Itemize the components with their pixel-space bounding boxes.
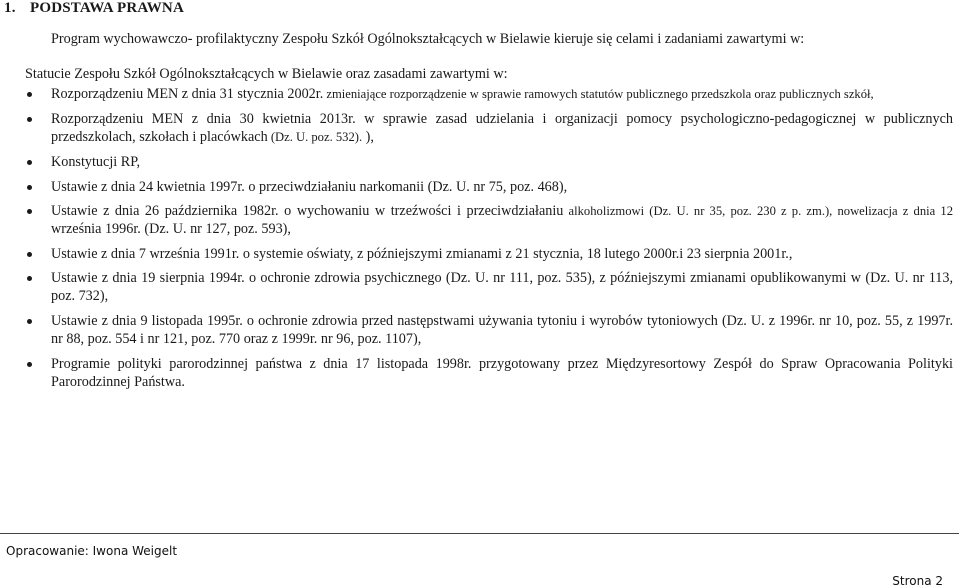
item-text: Ustawie z dnia 7 września 1991r. o systemie oświaty, z późniejszymi zmianami z 21 stycznia, 18 lutego 2000r.i 23 sierpnia 2001r., — [51, 246, 793, 262]
legal-basis-list — [0, 85, 959, 391]
item-text: Rozporządzeniu MEN z dnia 30 kwietnia 2013r. w sprawie zasad udzielania i organizacji pomocy psychologiczno-pedagogicznej w publicznych przedszkolach, szkołach i placówkach — [51, 111, 953, 145]
lead-paragraph: Statucie Zespołu Szkół Ogólnokształcących w Bielawie oraz zasadami zawartymi w: — [25, 66, 508, 82]
list-item — [0, 245, 959, 263]
list-item — [0, 202, 959, 238]
list-item — [0, 85, 959, 103]
bullet-icon — [27, 117, 32, 122]
bullet-icon — [27, 160, 32, 165]
item-text: Ustawie z dnia 19 sierpnia 1994r. o ochronie zdrowia psychicznego (Dz. U. nr 111, poz. 535), z późniejszymi zmianami opublikowanymi w (Dz. U. nr 113, poz. 732), — [51, 270, 953, 304]
item-text: Rozporządzeniu MEN z dnia 31 stycznia 2002r. — [51, 86, 324, 102]
item-text: Ustawie z dnia 24 kwietnia 1997r. o przeciwdziałaniu narkomanii (Dz. U. nr 75, poz. 468), — [51, 179, 568, 195]
bullet-icon — [27, 252, 32, 257]
item-text-rest: września 1996r. (Dz. U. nr 127, poz. 593), — [51, 221, 291, 237]
intro-paragraph: Program wychowawczo- profilaktyczny Zespołu Szkół Ogólnokształcących w Bielawie kieruje się celami i zadaniami zawartymi w: — [51, 31, 805, 47]
item-text: Ustawie z dnia 26 października 1982r. o wychowaniu w trzeźwości i przeciwdziałaniu — [51, 203, 564, 219]
list-item — [0, 269, 959, 305]
section-title: PODSTAWA PRAWNA — [30, 0, 184, 16]
bullet-icon — [27, 362, 32, 367]
list-item — [0, 312, 959, 348]
footer-author: Opracowanie: Iwona Weigelt — [6, 544, 178, 558]
list-item — [0, 355, 959, 391]
list-item — [0, 110, 959, 146]
item-text: Programie polityki parorodzinnej państwa z dnia 17 listopada 1998r. przygotowany przez Międzyresortowy Zespół do Spraw Opracowania Polityki Parorodzinnej Państwa. — [51, 356, 953, 390]
bullet-icon — [27, 319, 32, 324]
item-text: Konstytucji RP, — [51, 154, 141, 170]
section-heading — [4, 0, 184, 17]
footer-divider — [0, 533, 959, 534]
item-text-small: zmieniające rozporządzenie w sprawie ramowych statutów publicznego przedszkola oraz publicznych szkół, — [323, 87, 874, 101]
bullet-icon — [27, 92, 32, 97]
item-text-small: (Dz. U. poz. 532). — [267, 130, 363, 144]
section-number: 1. — [4, 0, 16, 16]
bullet-icon — [27, 209, 32, 214]
item-text-rest: ), — [362, 129, 374, 145]
bullet-icon — [27, 185, 32, 190]
item-text-small: alkoholizmowi (Dz. U. nr 35, poz. 230 z p. zm.), nowelizacja z dnia 12 — [563, 204, 954, 218]
bullet-icon — [27, 276, 32, 281]
page-number: Strona 2 — [892, 574, 943, 588]
item-text: Ustawie z dnia 9 listopada 1995r. o ochronie zdrowia przed następstwami używania tytoniu i wyrobów tytoniowych (Dz. U. z 1996r. nr 10, poz. 55, z 1997r. nr 88, poz. 554 i nr 121, poz. 770 oraz z 1999r. nr 96, poz. 1107), — [51, 313, 953, 347]
list-item — [0, 153, 959, 171]
list-item — [0, 178, 959, 196]
